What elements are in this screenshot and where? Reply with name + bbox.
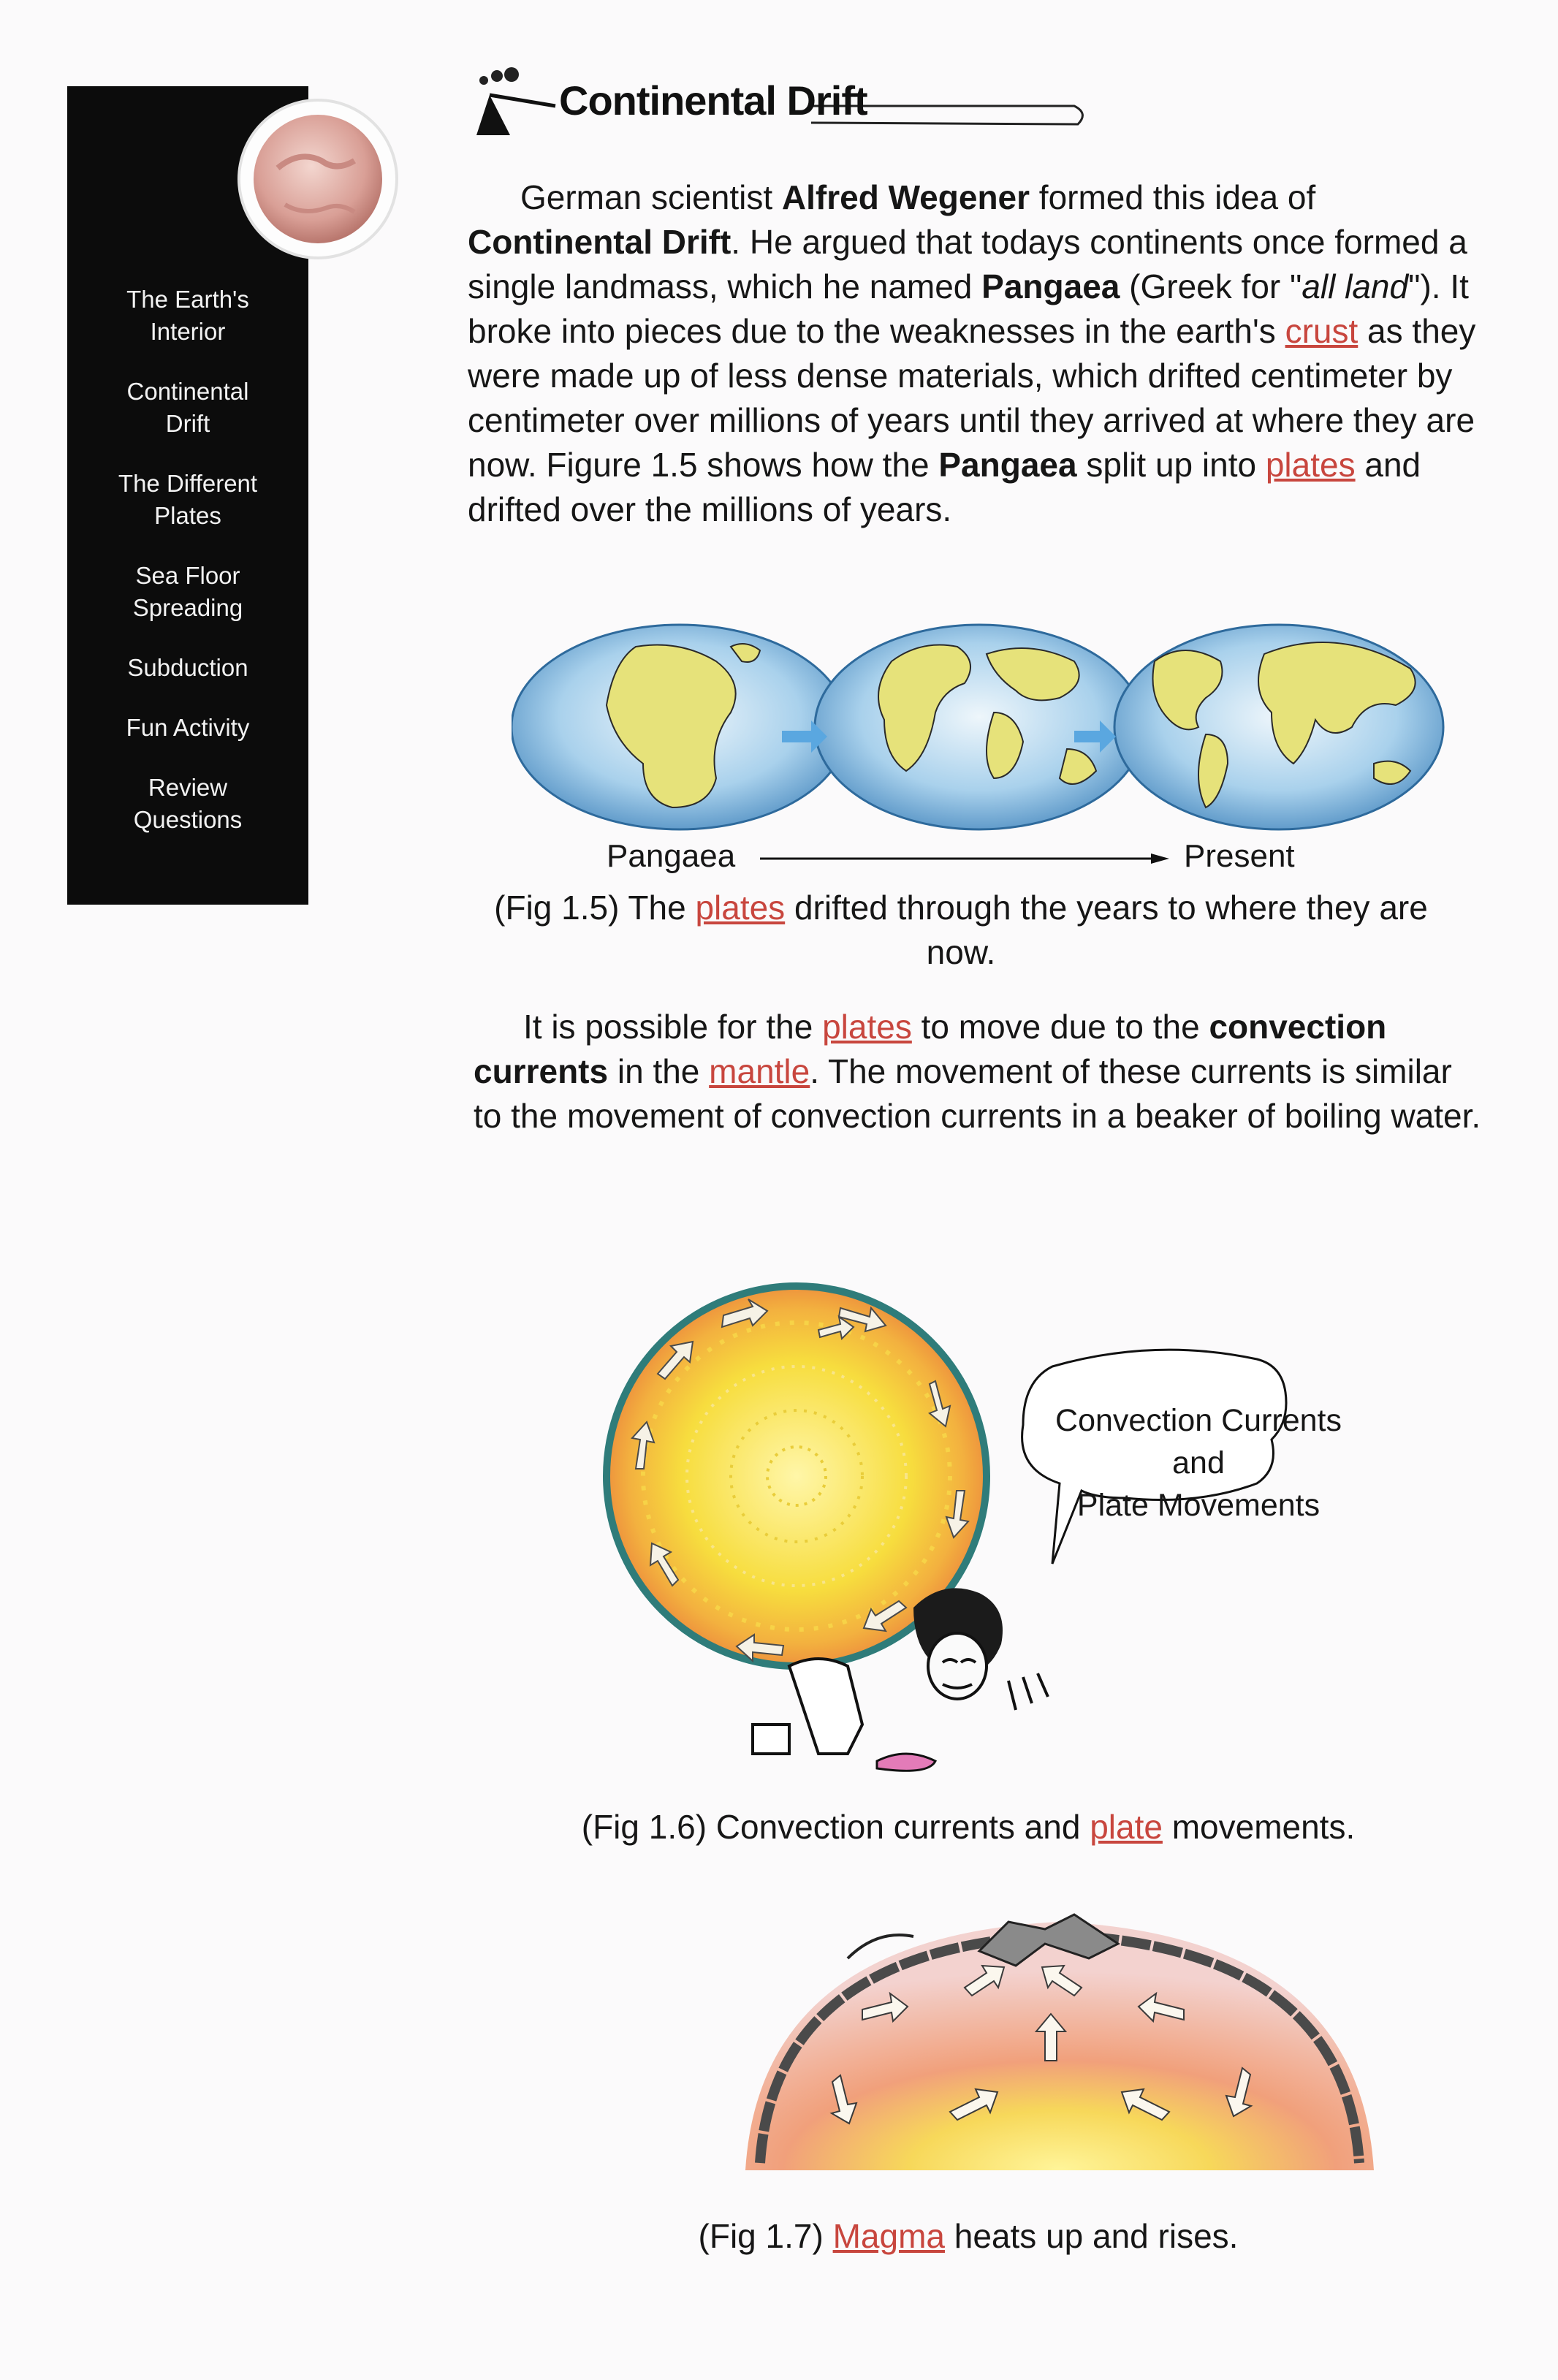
text-run: (Greek for "	[1120, 267, 1302, 305]
planet-logo-icon	[234, 95, 409, 270]
bubble-line: Plate Movements	[1076, 1488, 1320, 1523]
plates-link[interactable]: plates	[822, 1008, 912, 1046]
intro-paragraph	[468, 175, 1476, 532]
convection-paragraph	[474, 1005, 1482, 1138]
text-run: . He argued that todays continents once formed a single landmass, which he named	[468, 223, 1467, 305]
text-run: drifted through the years to where they are now.	[785, 889, 1428, 971]
nav-item-different-plates[interactable]: The Different Plates	[118, 470, 258, 529]
globes-illustration	[512, 617, 1447, 837]
bubble-line: Convection Currents	[1055, 1403, 1342, 1438]
nav-list	[67, 284, 308, 864]
bubble-line: and	[1172, 1445, 1225, 1480]
text-run: heats up and rises.	[944, 2217, 1239, 2255]
nav-item-review-questions[interactable]: Review Questions	[133, 774, 243, 833]
nav-item-earths-interior[interactable]: The Earth's Interior	[126, 286, 249, 345]
bold-run: Pangaea	[938, 446, 1077, 484]
text-run: as they were made up of less dense materials, which drifted centimeter by centimeter over millions of years until they arrived at where they are now. Figure 1.5 shows how the	[468, 312, 1476, 484]
text-run: It is possible for the	[523, 1008, 823, 1046]
text-run: German scientist	[520, 178, 782, 216]
nav-item-sea-floor-spreading[interactable]: Sea Floor Spreading	[132, 562, 243, 621]
nav-item-fun-activity[interactable]: Fun Activity	[126, 714, 250, 741]
text-run: "). It broke into pieces due to the weaknesses in the earth's	[468, 267, 1469, 350]
pangaea-label: Pangaea	[607, 838, 736, 874]
fig-1-7-caption	[475, 2214, 1462, 2259]
plates-link[interactable]: plates	[695, 889, 786, 927]
italic-run: all land	[1302, 267, 1409, 305]
text-run: (Fig 1.6) Convection currents and	[581, 1808, 1090, 1846]
page-title: Continental Drift	[559, 77, 867, 123]
text-run: . The movement of these currents is similar to the movement of convection currents in a beaker of boiling water.	[474, 1052, 1481, 1135]
text-run: (Fig 1.5) The	[494, 889, 696, 927]
nav-item-subduction[interactable]: Subduction	[127, 654, 248, 681]
text-run: split up into	[1076, 446, 1266, 484]
planet-logo	[234, 95, 409, 274]
text-run: movements.	[1162, 1808, 1356, 1846]
fig-1-5-caption	[468, 886, 1454, 975]
fig-1-7-illustration	[731, 1878, 1388, 2189]
fig-1-6-caption	[475, 1805, 1462, 1849]
text-run: to move due to the	[911, 1008, 1209, 1046]
bold-run: Pangaea	[981, 267, 1120, 305]
bold-run: convection currents	[474, 1008, 1387, 1090]
bold-run: Continental Drift	[468, 223, 732, 261]
plates-link[interactable]: plates	[1265, 446, 1356, 484]
page-title-banner	[468, 66, 1096, 146]
text-run: and drifted over the millions of years.	[468, 446, 1421, 528]
speech-bubble-text	[1016, 1399, 1381, 1527]
mantle-cross-section	[731, 1878, 1388, 2185]
fig-1-5-globes	[512, 617, 1447, 840]
magma-link[interactable]: Magma	[832, 2217, 945, 2255]
timeline-arrow-icon	[760, 851, 1169, 866]
nav-item-continental-drift[interactable]: Continental Drift	[126, 378, 249, 437]
text-run: (Fig 1.7)	[698, 2217, 833, 2255]
crust-link[interactable]: crust	[1285, 312, 1358, 350]
mantle-link[interactable]: mantle	[709, 1052, 810, 1090]
plate-link[interactable]: plate	[1090, 1808, 1163, 1846]
bold-run: Alfred Wegener	[781, 178, 1030, 216]
present-label: Present	[1184, 838, 1295, 874]
text-run: formed this idea of	[1030, 178, 1316, 216]
text-run: in the	[608, 1052, 710, 1090]
